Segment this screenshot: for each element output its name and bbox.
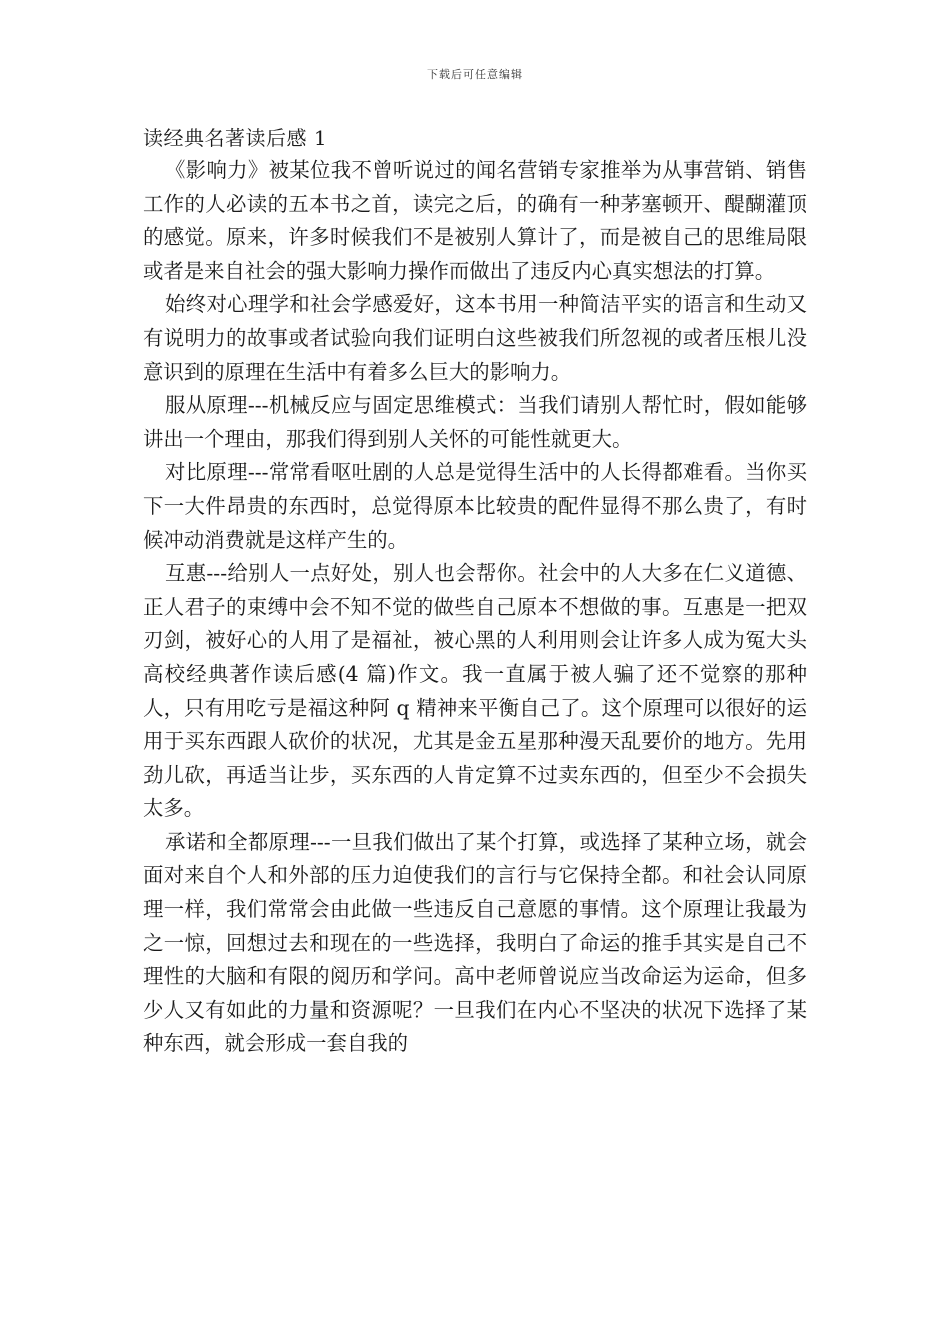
paragraph-influence-intro: 《影响力》被某位我不曾听说过的闻名营销专家推举为从事营销、销售工作的人必读的五本书之首，读完之后，的确有一种茅塞顿开、醍醐灌顶的感觉。原来，许多时候我们不是被别人算计了，而是被自己的思维局限或者是来自社会的强大影响力操作而做出了违反内心真实想法的打算。 (143, 158, 807, 283)
document-title: 读经典名著读后感 1 (143, 126, 328, 150)
paragraph-interest: 始终对心理学和社会学感爱好，这本书用一种简洁平实的语言和生动又有说明力的故事或者试验向我们证明白这些被我们所忽视的或者压根儿没意识到的原理在生活中有着多么巨大的影响力。 (143, 292, 807, 384)
header-note: 下载后可任意编辑 (427, 68, 523, 81)
document-body (143, 122, 807, 1061)
paragraph-contrast: 对比原理---常常看呕吐剧的人总是觉得生活中的人长得都难看。当你买下一大件昂贵的东西时，总觉得原本比较贵的配件显得不那么贵了，有时候冲动消费就是这样产生的。 (143, 460, 807, 552)
paragraph-commitment: 承诺和全都原理---一旦我们做出了某个打算，或选择了某种立场，就会面对来自个人和外部的压力迫使我们的言行与它保持全都。和社会认同原理一样，我们常常会由此做一些违反自己意愿的事情。这个原理让我最为之一惊，回想过去和现在的一些选择，我明白了命运的推手其实是自己不理性的大脑和有限的阅历和学问。高中老师曾说应当改命运为运命，但多少人又有如此的力量和资源呢？一旦我们在内心不坚决的状况下选择了某种东西，就会形成一套自我的 (143, 829, 807, 1056)
paragraph-reciprocity: 互惠---给别人一点好处，别人也会帮你。社会中的人大多在仁义道德、正人君子的束缚中会不知不觉的做些自己原本不想做的事。互惠是一把双刃剑，被好心的人用了是福祉，被心黑的人利用则会让许多人成为冤大头高校经典著作读后感(4 篇)作文。我一直属于被人骗了还不觉察的那种人，只有用吃亏是福这种阿 q 精神来平衡自己了。这个原理可以很好的运用于买东西跟人砍价的状况，尤其是金五星那种漫天乱要价的地方。先用劲儿砍，再适当让步，买东西的人肯定算不过卖东西的，但至少不会损失太多。 (143, 561, 807, 821)
paragraph-obedience: 服从原理---机械反应与固定思维模式：当我们请别人帮忙时，假如能够讲出一个理由，那我们得到别人关怀的可能性就更大。 (143, 393, 807, 451)
